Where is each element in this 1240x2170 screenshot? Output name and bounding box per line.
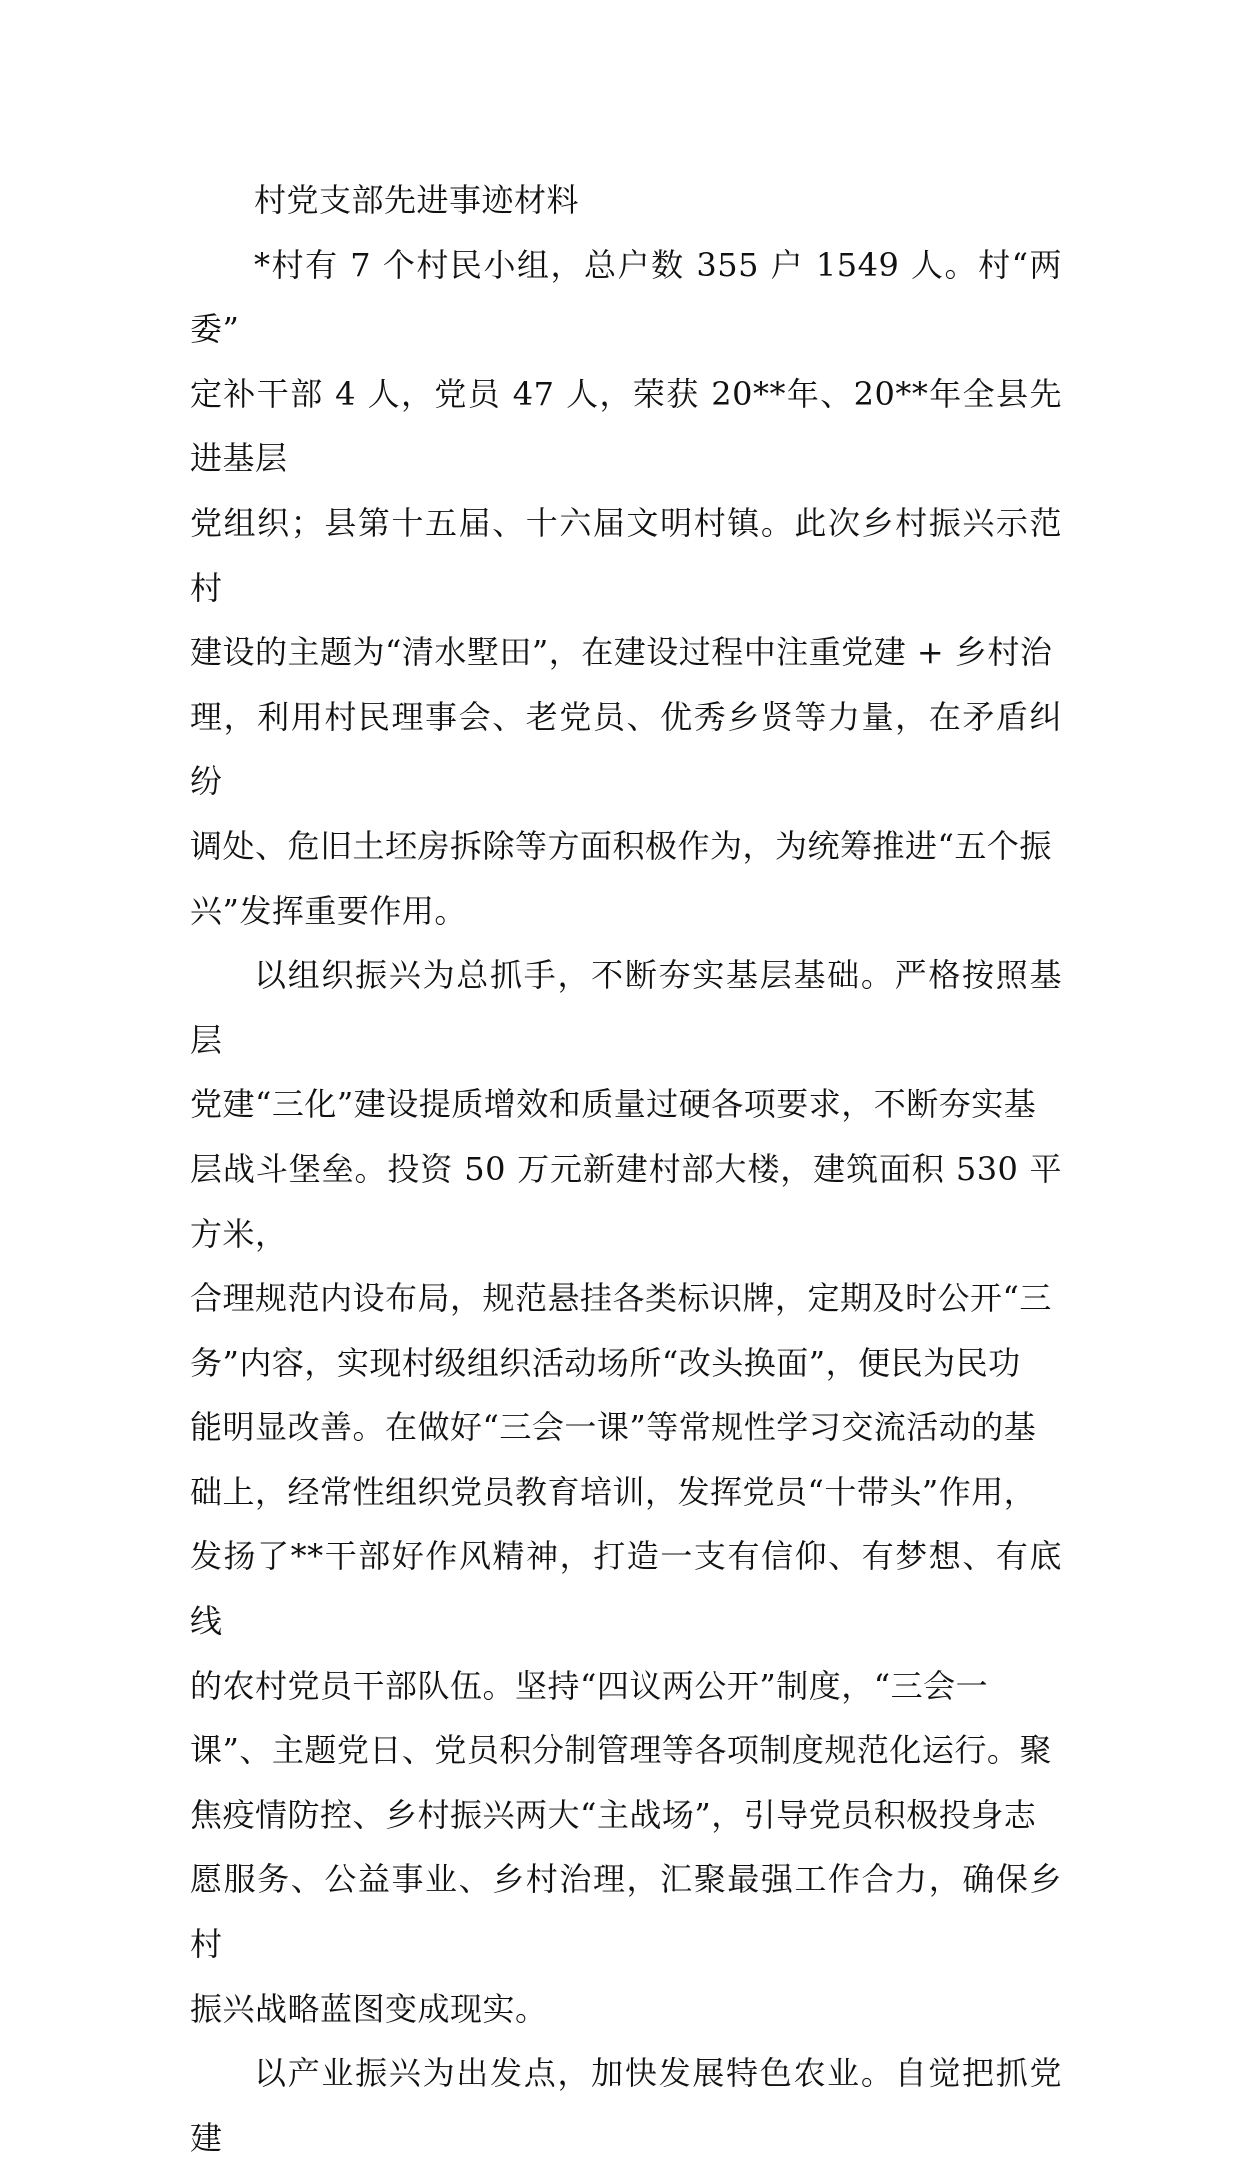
document-body [190, 168, 1062, 2170]
paragraph-industrial-revitalization: 以产业振兴为出发点，加快发展特色农业。自觉把抓党建 [190, 2054, 1062, 2157]
paragraph-organizational-revitalization: 以组织振兴为总抓手，不断夯实基层基础。严格按照基层 党建“三化”建设提质增效和质量过硬各项要求，不断夯实基 层战斗堡垒。投资 50 万元新建村部大楼，建筑面积 530 平方米， 合理规范内设布局，规范悬挂各类标识牌，定期及时公开“三 务”内容，实现村级组织活动场所“改头换面”，便民为民功 能明显改善。在做好“三会一课”等常规性学习交流活动的基 础上，经常性组织党员教育培训，发挥党员“十带头”作用， 发扬了**干部好作风精神，打造一支有信仰、有梦想、有底线 的农村党员干部队伍。坚持“四议两公开”制度，“三会一 课”、主题党日、党员积分制管理等各项制度规范化运行。聚 焦疫情防控、乡村振兴两大“主战场”，引导党员积极投身志 愿服务、公益事业、乡村治理，汇聚最强工作合力，确保乡村 振兴战略蓝图变成现实。 [190, 956, 1062, 2028]
document-title: 村党支部先进事迹材料 [254, 181, 580, 219]
paragraph-village-overview: *村有 7 个村民小组，总户数 355 户 1549 人。村“两委” 定补干部 4 人，党员 47 人，荣获 20**年、20**年全县先进基层 党组织；县第十五届、十六届文明村镇。此次乡村振兴示范村 建设的主题为“清水墅田”，在建设过程中注重党建 + 乡村治 理，利用村民理事会、老党员、优秀乡贤等力量，在矛盾纠纷 调处、危旧土坯房拆除等方面积极作为，为统筹推进“五个振 兴”发挥重要作用。 [190, 245, 1062, 930]
